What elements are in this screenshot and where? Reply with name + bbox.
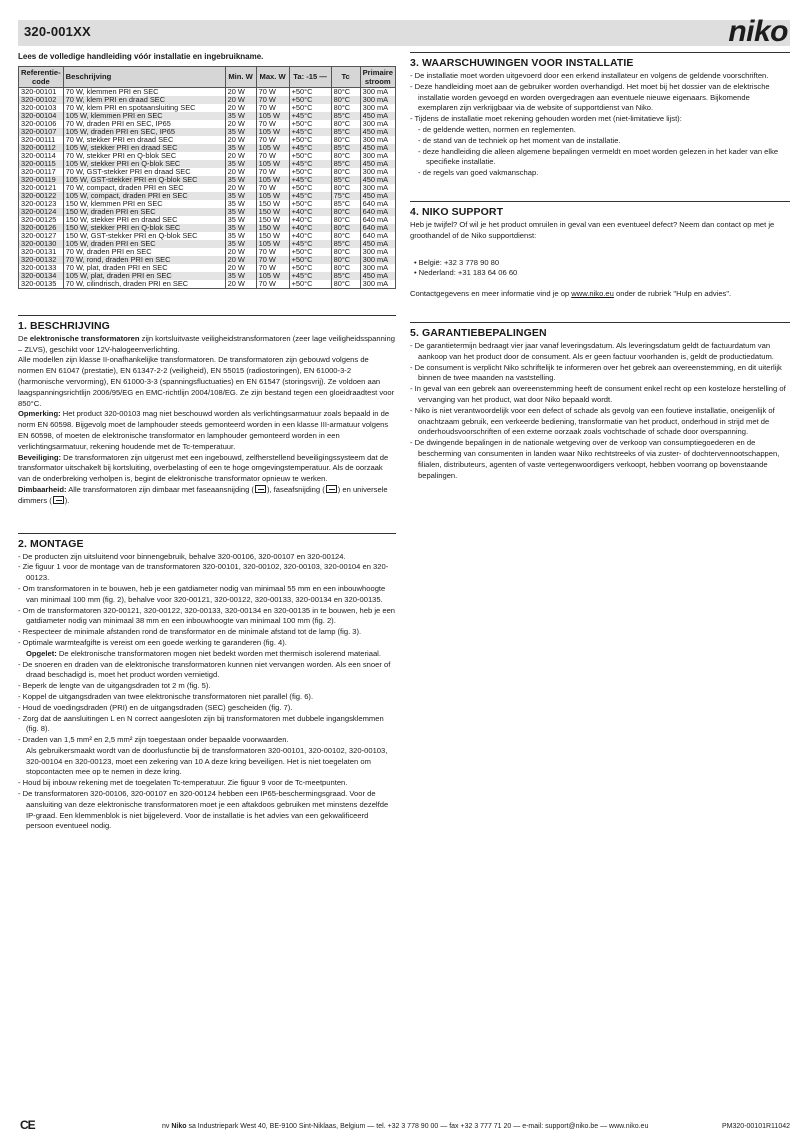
table-cell: 105 W [256,128,289,136]
table-cell: 320-00131 [19,248,64,256]
table-cell: 35 W [225,128,256,136]
table-cell: +50°C [289,96,331,104]
spec-table-body [19,87,396,288]
list-item: - Houd de voedingsdraden (PRI) en de uitgangsdraden (SEC) gescheiden (fig. 7). [18,702,293,712]
table-cell: 70 W, klem PRI en spotaansluiting SEC [63,104,225,112]
list-item: - De dwingende bepalingen in de nationale wetgeving over de verkoop van consumptiegoederen en de bescherming van consumenten in landen waar Niko rechtstreeks of via zuster- of dochtervennootschappen, filialen, distributeurs, agenten of vaste vertegenwoordigers verkoopt, hebben voorrang op bovenstaande bepalingen. [410,438,780,480]
table-cell: 450 mA [360,176,395,184]
table-cell: 35 W [225,216,256,224]
table-cell: 320-00115 [19,160,64,168]
table-cell: 105 W, plat, draden PRI en SEC [63,272,225,280]
table-cell: +50°C [289,256,331,264]
table-cell: 35 W [225,240,256,248]
section-title: 1. BESCHRIJVING [18,315,396,332]
table-cell: +45°C [289,176,331,184]
niko-website-link[interactable]: www.niko.eu [571,289,614,299]
table-cell: 150 W, stekker PRI en draad SEC [63,216,225,224]
section-title: 5. GARANTIEBEPALINGEN [410,322,790,339]
list-item: - de geldende wetten, normen en reglementen. [418,124,576,134]
universal-dimmer-icon [53,496,64,504]
table-cell: 320-00104 [19,112,64,120]
paragraph [18,334,396,356]
paragraph [18,409,396,452]
table-cell: 300 mA [360,96,395,104]
table-cell: 20 W [225,184,256,192]
table-cell: +45°C [289,240,331,248]
list-item: - Respecteer de minimale afstanden rond de transformator en de minimale afstand tot de lamp (fig. 3). [18,627,362,637]
table-cell: 640 mA [360,208,395,216]
table-cell: 80°C [331,168,360,176]
table-cell: 640 mA [360,200,395,208]
table-cell: 35 W [225,200,256,208]
table-cell: 80°C [331,104,360,112]
table-cell: +50°C [289,280,331,289]
table-cell: 320-00112 [19,144,64,152]
table-cell: 105 W, stekker PRI en draad SEC [63,144,225,152]
table-cell: 320-00126 [19,224,64,232]
table-cell: 105 W [256,160,289,168]
table-cell: +45°C [289,144,331,152]
table-cell: +45°C [289,192,331,200]
table-cell: 70 W [256,152,289,160]
table-cell: 300 mA [360,136,395,144]
support-intro: Heb je twijfel? Of wil je het product omruilen in geval van een eventueel defect? Neem dan contact op met je groothandel of de Niko supportdienst: [410,219,775,240]
table-cell: 300 mA [360,256,395,264]
table-cell: +50°C [289,136,331,144]
table-cell: 150 W, draden PRI en SEC [63,208,225,216]
table-cell: 70 W, stekker PRI en Q-blok SEC [63,152,225,160]
th-tc: Tc [331,66,360,87]
table-cell: 70 W, draden PRI en SEC [63,248,225,256]
table-cell: 20 W [225,152,256,160]
list-item: - deze handleiding die alleen algemene bepalingen vermeldt en moet worden gelezen in het kader van elke specifieke installatie. [418,146,779,167]
table-cell: +50°C [289,152,331,160]
table-cell: +50°C [289,248,331,256]
section-support [410,201,790,300]
table-cell: +40°C [289,232,331,240]
section-warranty [410,322,790,481]
table-cell: 105 W [256,144,289,152]
list-item: - Om de transformatoren 320-00121, 320-00122, 320-00133, 320-00134 en 320-00135 in te bouwen, heb je een gatdiameter nodig van minimaal 38 mm en een inbouwhoogte van minimaal 100 mm (fig. 2). [18,605,396,626]
table-cell: 320-00121 [19,184,64,192]
table-cell: 640 mA [360,232,395,240]
lead-instruction: Lees de volledige handleiding vóór installatie en ingebruikname. [18,52,264,61]
right-column [410,52,790,481]
table-cell: 320-00127 [19,232,64,240]
table-cell: 640 mA [360,216,395,224]
list-item: - De snoeren en draden van de elektronische transformatoren kunnen niet vervangen worden. Als een snoer of draad beschadigd is, moet het product worden vernietigd. [18,659,391,680]
text: Alle transformatoren zijn dimbaar met faseaansnijding ( [66,484,254,494]
label-opmerking: Opmerking: [18,409,61,419]
paragraph: Alle modellen zijn klasse II-onafhankelijke transformatoren. De transformatoren zijn gebouwd volgens de normen EN 61047 (prestatie), EN 61347-2-2 (veiligheid), EN 55015 (radiostoringen), EN 61000-3-2 (harmonische vervorming), EN 61000-3-3 (spanningsfluctuaties) en EN 61547 (storingsvrij). Ze voldoen aan laagspanningsrichtlijn 2006/95/EG en EMC-richtlijn 2004/108/EG. Ze zijn bestand tegen een gloeidraadtest voor 850°C. [18,355,395,408]
table-cell: 70 W [256,120,289,128]
table-cell: 450 mA [360,192,395,200]
table-cell: 70 W [256,96,289,104]
paragraph [18,453,396,485]
text: De transformatoren zijn uitgerust met een ingebouwd, zelfherstellend beveiligingssysteem dat de transformator uitschakelt bij kortsluiting, overbelasting of een te hoge omgevingstemperatuur. Als de oorzaak van de onderbreking verholpen is, begint de elektronische transformator opnieuw te werken. [18,452,389,484]
table-cell: 35 W [225,160,256,168]
table-cell: 150 W [256,200,289,208]
th-primary-current: Primaire stroom [360,66,395,87]
table-cell: +50°C [289,104,331,112]
text: onder de rubriek "Hulp en advies". [613,289,732,299]
list-item: - Niko is niet verantwoordelijk voor een defect of schade als gevolg van een foutieve installatie, oneigenlijk of onachtzaam gebruik, een verkeerde bediening, transformatie van het product, onderhoud in strijd met de onderhoudsvoorschriften of een externe oorzaak zoals vochtschade of schade door overspanning. [410,405,775,437]
paragraph [18,485,396,507]
table-cell: 20 W [225,104,256,112]
document-header [18,15,790,48]
table-cell: 70 W [256,168,289,176]
text: De elektronische transformatoren mogen niet bedekt worden met thermisch isolerend materiaal. [56,648,381,658]
table-cell: 105 W, draden PRI en SEC, IP65 [63,128,225,136]
list-item: - De consument is verplicht Niko schriftelijk te informeren over het gebrek aan overeenstemming, en dit uiterlijk binnen de twee maanden na vaststelling. [410,362,782,383]
company-address [162,1122,648,1132]
table-cell: 320-00107 [19,128,64,136]
table-cell: 20 W [225,120,256,128]
table-cell: 20 W [225,87,256,96]
table-cell: +50°C [289,120,331,128]
table-cell: 150 W [256,224,289,232]
table-cell: +50°C [289,168,331,176]
table-cell: 70 W [256,248,289,256]
support-more-info [410,289,790,300]
table-cell: 105 W, compact, draden PRI en SEC [63,192,225,200]
leading-edge-dimmer-icon [255,485,266,493]
table-cell: +45°C [289,128,331,136]
table-cell: +50°C [289,264,331,272]
table-cell: 85°C [331,240,360,248]
table-cell: 70 W, cilindrisch, draden PRI en SEC [63,280,225,289]
label-opgelet: Opgelet: [26,648,57,658]
support-contacts [414,258,790,280]
table-cell: 20 W [225,136,256,144]
table-cell: 300 mA [360,152,395,160]
table-cell: 70 W [256,87,289,96]
text: ), faseafsnijding ( [266,484,325,494]
table-cell: 80°C [331,224,360,232]
table-cell: 320-00122 [19,192,64,200]
warnings-list [410,71,790,125]
table-cell: 320-00132 [19,256,64,264]
text: Contactgegevens en meer informatie vind je op [410,289,572,299]
table-cell: 80°C [331,96,360,104]
company-name: Niko [171,1123,187,1130]
table-cell: 150 W, stekker PRI en Q-blok SEC [63,224,225,232]
table-cell: +50°C [289,87,331,96]
table-cell: 320-00117 [19,168,64,176]
mounting-list [18,660,396,746]
table-cell: 320-00135 [19,280,64,289]
table-cell: 105 W [256,192,289,200]
table-cell: 105 W, stekker PRI en Q-blok SEC [63,160,225,168]
table-cell: 320-00101 [19,87,64,96]
table-cell: 85°C [331,128,360,136]
table-cell: 20 W [225,248,256,256]
table-cell: 80°C [331,120,360,128]
table-cell: 70 W, compact, draden PRI en SEC [63,184,225,192]
table-cell: 105 W [256,240,289,248]
table-cell: 300 mA [360,168,395,176]
table-cell: 80°C [331,208,360,216]
th-ambient-temp: Ta: -15 — [289,66,331,87]
table-cell: 35 W [225,224,256,232]
table-cell: 20 W [225,280,256,289]
table-cell: 70 W, klem PRI en draad SEC [63,96,225,104]
table-cell: 20 W [225,96,256,104]
table-cell: 150 W, klemmen PRI en SEC [63,200,225,208]
table-cell: 70 W [256,104,289,112]
table-cell: 80°C [331,152,360,160]
list-item: - Tijdens de installatie moet rekening gehouden worden met (niet-limitatieve lijst): [410,114,682,124]
text: ). [64,495,70,505]
table-cell: 320-00119 [19,176,64,184]
table-cell: 450 mA [360,160,395,168]
table-cell: 450 mA [360,128,395,136]
table-cell: 80°C [331,136,360,144]
table-cell: 150 W [256,232,289,240]
table-cell: 300 mA [360,280,395,289]
list-item: - Beperk de lengte van de uitgangsdraden tot 2 m (fig. 5). [18,681,211,691]
table-cell: 320-00111 [19,136,64,144]
mounting-list [18,778,396,832]
table-cell: +45°C [289,112,331,120]
list-item: - In geval van een gebrek aan overeenstemming heeft de consument enkel recht op een kosteloze herstelling of vervanging van het product, wat door Niko bepaald wordt. [410,384,786,404]
table-cell: 320-00124 [19,208,64,216]
niko-logo: niko [728,15,788,48]
th-description: Beschrijving [63,66,225,87]
table-cell: 320-00103 [19,104,64,112]
text: nv [162,1123,172,1130]
table-cell: 35 W [225,208,256,216]
mounting-list [18,552,396,649]
spec-table-header [19,66,396,87]
section-title: 2. MONTAGE [18,533,396,550]
list-item: - Zorg dat de aansluitingen L en N correct aangesloten zijn bij transformatoren met dubbele ingangsklemmen (fig. 8). [18,713,384,734]
section-title: 4. NIKO SUPPORT [410,201,790,218]
table-cell: 640 mA [360,224,395,232]
warranty-list [410,341,790,481]
warnings-sublist [418,125,790,179]
table-cell: 450 mA [360,240,395,248]
table-cell: 300 mA [360,184,395,192]
list-item: - Deze handleiding moet aan de gebruiker worden overhandigd. Het moet bij het dossier van de elektrische installatie worden gevoegd en worden overgedragen aan eventuele nieuwe eigenaars. Bijkomende exemplaren zijn verkrijgbaar via de website of supportdienst van Niko. [410,81,770,113]
table-cell: 105 W, GST-stekker PRI en Q-blok SEC [63,176,225,184]
table-cell: 450 mA [360,112,395,120]
table-cell: 105 W, klemmen PRI en SEC [63,112,225,120]
table-cell: +45°C [289,272,331,280]
text: ) en universele dimmers ( [18,484,388,505]
text: sa Industriepark West 40, BE-9100 Sint-Niklaas, Belgium — tel. +32 3 778 90 00 — fax +32 3 777 71 20 — e-mail: support@niko.be — www.niko.eu [186,1123,649,1130]
table-cell: 300 mA [360,87,395,96]
section-mounting [18,533,396,833]
label-beveiliging: Beveiliging: [18,452,62,462]
table-cell: 150 W [256,216,289,224]
table-cell: 150 W [256,208,289,216]
table-cell: 85°C [331,144,360,152]
table-cell: 85°C [331,112,360,120]
table-cell: 70 W [256,256,289,264]
list-item: - De garantietermijn bedraagt vier jaar vanaf leveringsdatum. Als leveringsdatum geldt de factuurdatum van aankoop van het product door de consument. Als er geen factuur voorhanden is, geldt de productiedatum. [410,340,774,361]
table-cell: +40°C [289,224,331,232]
list-item: - de stand van de techniek op het moment van de installatie. [418,135,621,145]
table-cell: 320-00106 [19,120,64,128]
label-dimbaarheid: Dimbaarheid: [18,484,67,494]
table-cell: 85°C [331,176,360,184]
list-item: - Optimale warmteafgifte is vereist om een goede werking te garanderen (fig. 4). [18,637,287,647]
list-item: - Koppel de uitgangsdraden van twee elektronische transformatoren niet parallel (fig. 6). [18,691,314,701]
table-cell: +50°C [289,200,331,208]
table-cell: 105 W [256,272,289,280]
list-item: - De producten zijn uitsluitend voor binnengebruik, behalve 320-00106, 320-00107 en 320-00124. [18,551,346,561]
table-cell: 450 mA [360,144,395,152]
table-cell: 80°C [331,232,360,240]
list-item: - Houd bij inbouw rekening met de toegelaten Tc-temperatuur. Zie figuur 9 voor de Tc-meetpunten. [18,778,348,788]
table-cell: 85°C [331,272,360,280]
table-cell: 70 W, plat, draden PRI en SEC [63,264,225,272]
table-cell: 300 mA [360,264,395,272]
table-cell: 75°C [331,192,360,200]
table-cell: 70 W, stekker PRI en draad SEC [63,136,225,144]
th-min-w: Min. W [225,66,256,87]
table-cell: 80°C [331,216,360,224]
table-cell: 80°C [331,248,360,256]
table-cell: +50°C [289,184,331,192]
table-cell: 85°C [331,200,360,208]
table-cell: +45°C [289,160,331,168]
table-cell: 320-00125 [19,216,64,224]
document-reference: PM320-00101R11042 [722,1123,790,1130]
table-cell: 80°C [331,256,360,264]
table-cell: 105 W [256,176,289,184]
table-cell: 80°C [331,280,360,289]
table-cell: 300 mA [360,120,395,128]
section-title: 3. WAARSCHUWINGEN VOOR INSTALLATIE [410,52,790,69]
table-cell: 70 W [256,264,289,272]
text: zijn kortsluitvaste veiligheidstransformatoren (zeer lage veiligheidsspanning – ZLVS), geschikt voor 12V-halogeenverlichting. [18,333,395,354]
table-cell: 80°C [331,184,360,192]
table-cell: 35 W [225,232,256,240]
table-cell: 320-00134 [19,272,64,280]
list-item: - Om transformatoren in te bouwen, heb je een gatdiameter nodig van minimaal 55 mm en een inbouwhoogte van minimaal 100 mm (fig. 2), behalve voor 320-00121, 320-00122, 320-00133, 320-00134 en 320-00135. [18,583,386,604]
table-cell: 70 W, GST-stekker PRI en draad SEC [63,168,225,176]
table-cell: 35 W [225,144,256,152]
text: Het product 320-00103 mag niet beschouwd worden als verlichtingsarmatuur zoals bepaald in de norm EN 60598. Bijgevolg moet de lamphouder steeds gemonteerd worden in een klasse III-armatuur volgens EN 60598, of moeten de elektronische transformator en lamphouder gemonteerd worden in een verlichtingsarmatuur, rekening houdende met de Tc-temperatuur. [18,409,390,451]
table-cell: 300 mA [360,104,395,112]
contact-item: • Nederland: +31 183 64 06 60 [414,268,790,279]
ce-mark: CE [20,1118,35,1132]
list-item: - de regels van goed vakmanschap. [418,168,539,178]
left-column [18,52,396,832]
th-reference: Referentie-code [19,66,64,87]
list-item: - Draden van 1,5 mm² en 2,5 mm² zijn toegestaan onder bepaalde voorwaarden. [18,735,289,745]
table-cell: 70 W [256,136,289,144]
table-cell: 320-00114 [19,152,64,160]
table-cell: 35 W [225,192,256,200]
table-cell: 35 W [225,112,256,120]
table-cell: 20 W [225,168,256,176]
table-cell: +40°C [289,216,331,224]
table-cell: 20 W [225,264,256,272]
list-item: - De transformatoren 320-00106, 320-00107 en 320-00124 hebben een IP65-beschermingsgraad. Voor de aansluiting van deze elektronische transformatoren moet je een aftakdoos gebruiken met minstens dezelfde IP-graad. Een klemmenblok is niet bijgeleverd. Voor de installatie is het advies van een gekwalificeerd persoon eventueel nodig. [18,789,389,831]
table-row [19,280,396,289]
table-cell: 80°C [331,264,360,272]
table-cell: 35 W [225,272,256,280]
table-cell: 20 W [225,256,256,264]
table-cell: 70 W [256,280,289,289]
text-bold: elektronische transformatoren [29,333,140,343]
mounting-note [18,649,396,660]
list-item: - De installatie moet worden uitgevoerd door een erkend installateur en volgens de geldende voorschriften. [410,71,769,80]
table-cell: 300 mA [360,248,395,256]
table-cell: 70 W, klemmen PRI en SEC [63,87,225,96]
table-cell: 320-00102 [19,96,64,104]
contact-item: • België: +32 3 778 90 80 [414,258,790,269]
table-cell: 80°C [331,87,360,96]
table-cell: 450 mA [360,272,395,280]
table-cell: 70 W, rond, draden PRI en SEC [63,256,225,264]
th-max-w: Max. W [256,66,289,87]
spec-table [18,66,396,289]
table-cell: 35 W [225,176,256,184]
table-cell: 70 W [256,184,289,192]
product-code: 320-001XX [24,24,91,39]
table-cell: 320-00130 [19,240,64,248]
text: De [18,333,30,343]
section-warnings [410,52,790,179]
table-cell: +40°C [289,208,331,216]
table-cell: 85°C [331,160,360,168]
list-item: - Zie figuur 1 voor de montage van de transformatoren 320-00101, 320-00102, 320-00103, 320-00104 en 320-00123. [18,562,389,583]
table-cell: 105 W, draden PRI en SEC [63,240,225,248]
section-description [18,315,396,507]
table-cell: 150 W, GST-stekker PRI en Q-blok SEC [63,232,225,240]
mounting-continuation: Als gebruikersmaakt wordt van de doorlusfunctie bij de transformatoren 320-00101, 320-00102, 320-00103, 320-00104 en 320-00123, moet een zekering van 10 A deze kring beveiligen. Het is niet toegelaten om stopcontacten mee op te nemen in deze kring. [26,745,388,777]
table-cell: 105 W [256,112,289,120]
table-cell: 320-00133 [19,264,64,272]
table-cell: 320-00123 [19,200,64,208]
table-cell: 70 W, draden PRI en SEC, IP65 [63,120,225,128]
trailing-edge-dimmer-icon [326,485,337,493]
